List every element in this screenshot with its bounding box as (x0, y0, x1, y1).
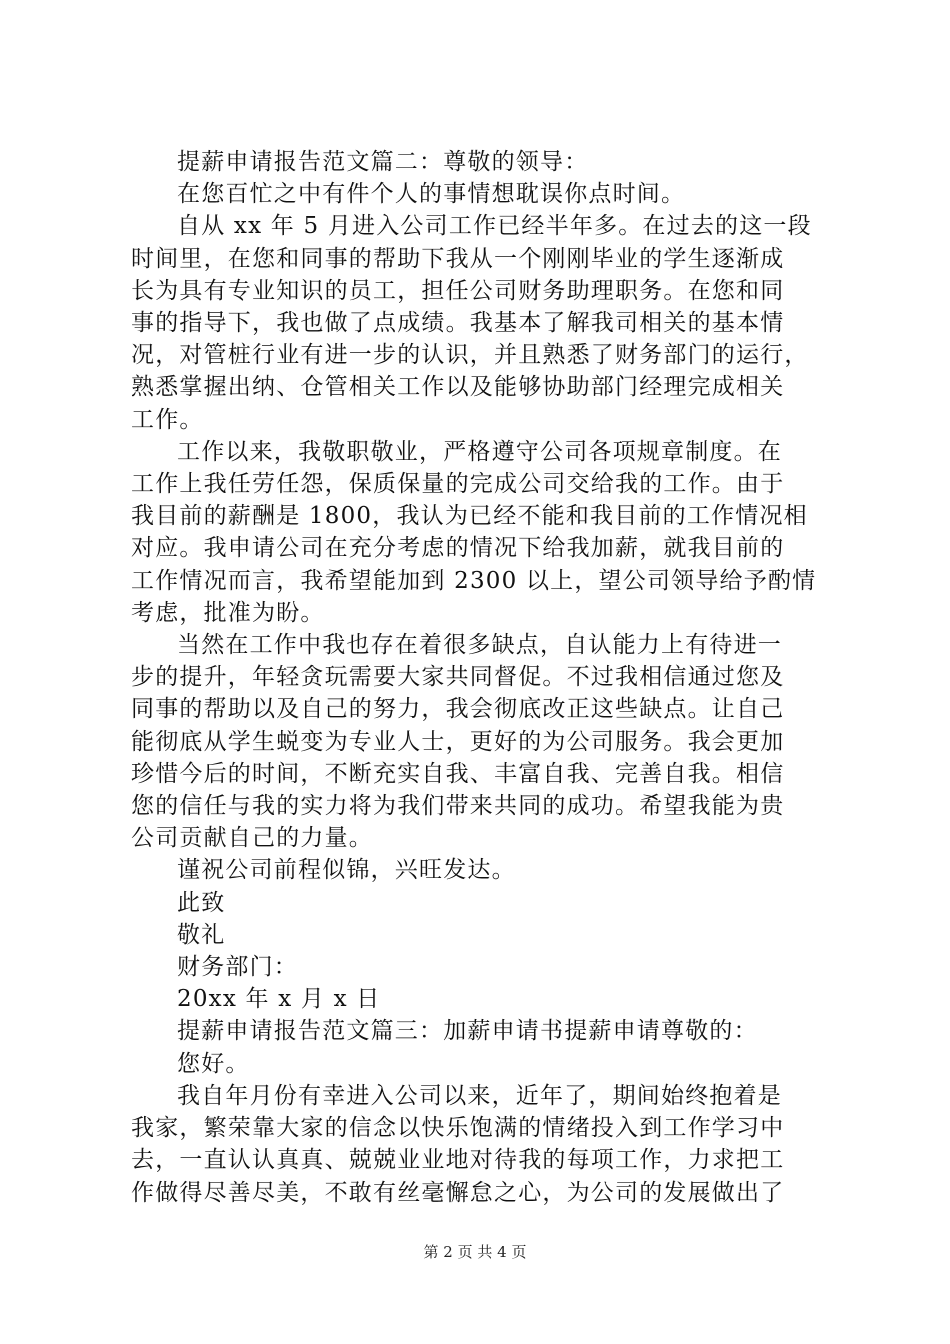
closing-line: 谨祝公司前程似锦，兴旺发达。 (177, 857, 516, 884)
text-line: 您的信任与我的实力将为我们带来共同的成功。希望我能为贵 (131, 793, 785, 820)
section-heading: 提薪申请报告范文篇二：尊敬的领导： (177, 149, 589, 175)
text-line: 去，一直认认真真、兢兢业业地对待我的每项工作，力求把工 (131, 1147, 785, 1174)
text-line: 工作。 (131, 406, 204, 433)
text-line: 工作上我任劳任怨，保质保量的完成公司交给我的工作。由于 (131, 471, 785, 498)
page-number: 第 2 页 共 4 页 (423, 1243, 527, 1261)
text-line: 公司贡献自己的力量。 (131, 825, 373, 852)
text-line: 步的提升，年轻贪玩需要大家共同督促。不过我相信通过您及 (131, 664, 785, 691)
text-line: 自从 xx 年 5 月进入公司工作已经半年多。在过去的这一段 (177, 213, 812, 240)
text-line: 我目前的薪酬是 1800，我认为已经不能和我目前的工作情况相 (131, 503, 808, 530)
text-line: 珍惜今后的时间，不断充实自我、丰富自我、完善自我。相信 (131, 760, 785, 787)
document-body (131, 146, 831, 1209)
text-line: 我自年月份有幸进入公司以来，近年了，期间始终抱着是 (177, 1082, 782, 1109)
greeting-line: 您好。 (177, 1050, 250, 1077)
page-footer (0, 1242, 950, 1262)
text-line: 工作情况而言，我希望能加到 2300 以上，望公司领导给予酌情 (131, 567, 817, 594)
text-line: 对应。我申请公司在充分考虑的情况下给我加薪，就我目前的 (131, 535, 785, 562)
text-line: 作做得尽善尽美，不敢有丝毫懈怠之心，为公司的发展做出了 (131, 1179, 785, 1206)
text-line: 事的指导下，我也做了点成绩。我基本了解我司相关的基本情 (131, 310, 785, 337)
closing-line: 敬礼 (177, 921, 226, 948)
text-line: 当然在工作中我也存在着很多缺点，自认能力上有待进一 (177, 632, 782, 659)
text-line: 我家，繁荣靠大家的信念以快乐饱满的情绪投入到工作学习中 (131, 1115, 785, 1142)
text-line: 时间里，在您和同事的帮助下我从一个刚刚毕业的学生逐渐成 (131, 245, 785, 272)
text-line: 在您百忙之中有件个人的事情想耽误你点时间。 (177, 181, 686, 208)
text-line: 工作以来，我敬职敬业，严格遵守公司各项规章制度。在 (177, 438, 782, 465)
text-line: 同事的帮助以及自己的努力，我会彻底改正这些缺点。让自己 (131, 696, 785, 723)
text-line: 考虑，批准为盼。 (131, 599, 325, 626)
text-line: 况，对管桩行业有进一步的认识，并且熟悉了财务部门的运行， (131, 342, 809, 369)
section-heading: 提薪申请报告范文篇三：加薪申请书提薪申请尊敬的： (177, 1018, 758, 1045)
text-line: 熟悉掌握出纳、仓管相关工作以及能够协助部门经理完成相关 (131, 374, 785, 401)
date-line: 20xx 年 x 月 x 日 (177, 986, 381, 1013)
text-line: 长为具有专业知识的员工，担任公司财务助理职务。在您和同 (131, 277, 785, 304)
signature-line: 财务部门： (177, 954, 298, 981)
text-line: 能彻底从学生蜕变为专业人士，更好的为公司服务。我会更加 (131, 728, 785, 755)
closing-line: 此致 (177, 889, 226, 916)
